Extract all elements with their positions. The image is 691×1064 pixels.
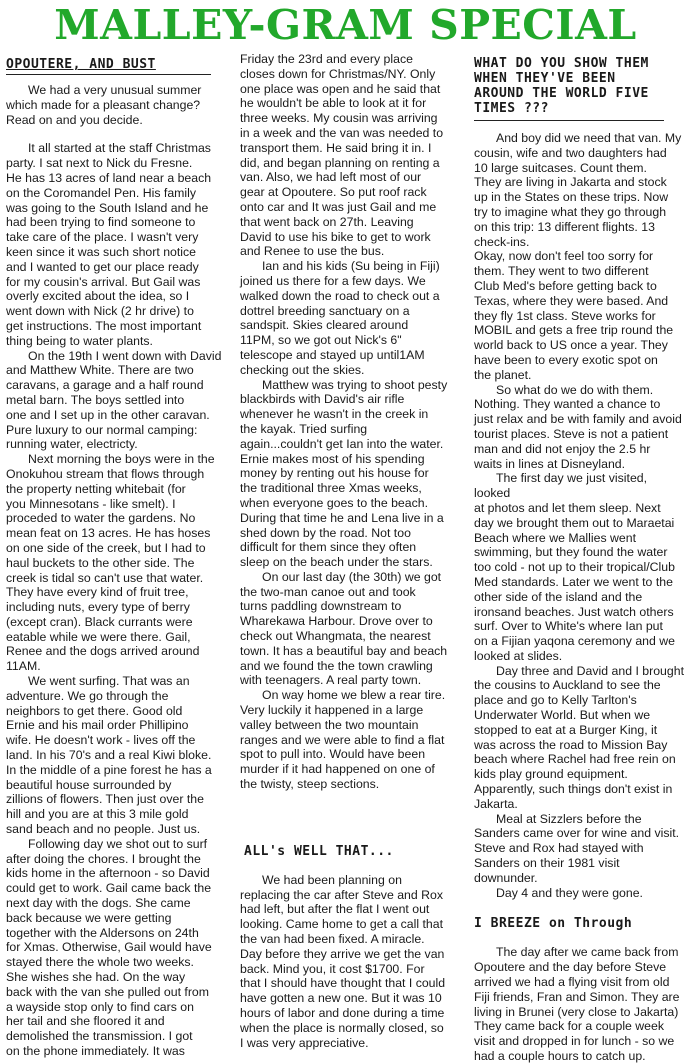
text-line: arrived we had a flying visit from old bbox=[474, 975, 670, 990]
text-line: he wouldn't be able to look at it for bbox=[240, 96, 427, 111]
text-line: David to use his bike to get to work bbox=[240, 229, 431, 244]
text-line: and I wanted to get our place ready bbox=[6, 259, 199, 274]
text-line: have been to every exotic spot on bbox=[474, 352, 658, 367]
text-line: up in the States on these trips. Now bbox=[474, 190, 669, 205]
text-line: looked at slides. bbox=[474, 648, 563, 663]
text-line: Sanders came over for wine and visit. bbox=[474, 826, 680, 841]
text-line: valley between the two mountain bbox=[240, 717, 419, 732]
text-line: demolished the transmission. I got bbox=[6, 1029, 193, 1044]
article-title-line: WHEN THEY'VE BEEN bbox=[474, 71, 616, 86]
text-line: In the middle of a pine forest he has a bbox=[6, 762, 212, 777]
text-line: Wharekawa Harbour. Drove over to bbox=[240, 614, 433, 629]
text-line: the two-man canoe out and took bbox=[240, 584, 416, 599]
text-line: joined us there for a few days. We bbox=[240, 273, 426, 288]
text-line: She wishes she had. On the way bbox=[6, 970, 186, 985]
text-line: and we found the the town crawling bbox=[240, 658, 433, 673]
text-line: Jakarta. bbox=[474, 796, 518, 811]
text-line: Renee and the dogs arrived around bbox=[6, 644, 200, 659]
text-line: downunder. bbox=[474, 870, 538, 885]
text-line: I was very appreciative. bbox=[240, 1035, 369, 1050]
text-line: which made for a pleasant change? bbox=[6, 97, 201, 112]
text-line: that went back on 27th. Leaving bbox=[240, 214, 414, 229]
text-line: eatable while we were there. Gail, bbox=[6, 629, 191, 644]
text-line: Club Med's before getting back to bbox=[474, 278, 657, 293]
text-line: transport them. He said bring it in. I bbox=[240, 140, 432, 155]
text-line: town. It has a beautiful bay and beach bbox=[240, 643, 448, 658]
text-line: blackbirds with David's air rifle bbox=[240, 392, 405, 407]
text-line: Fiji friends, Fran and Simon. They are bbox=[474, 989, 680, 1004]
text-line: that I should have thought that I could bbox=[240, 976, 446, 991]
text-line: when the place is normally closed, so bbox=[240, 1020, 444, 1035]
text-line: at photos and let them sleep. Next bbox=[474, 500, 661, 515]
text-line: shed down by the road. Not too bbox=[240, 525, 411, 540]
text-line: tourist places. Steve is not a patient bbox=[474, 426, 669, 441]
text-line: walked down the road to check out a bbox=[240, 288, 440, 303]
text-line: kids play ground equipment. bbox=[474, 767, 628, 782]
text-line: Texas, where they were based. And bbox=[474, 293, 669, 308]
text-line: on one side of the creek, but I had to bbox=[6, 540, 206, 555]
text-line: party. I sat next to Nick du Fresne. bbox=[6, 156, 193, 171]
text-line: on a Fijian yaqona ceremony and we bbox=[474, 634, 675, 649]
text-line: one place was open and he said that bbox=[240, 81, 441, 96]
text-line: The day after we came back from bbox=[496, 945, 679, 960]
text-line: other side of the island and the bbox=[474, 589, 643, 604]
text-line: beautiful house surrounded by bbox=[6, 777, 172, 792]
text-line: adventure. We go through the bbox=[6, 688, 169, 703]
text-line: her tail and she floored it and bbox=[6, 1014, 165, 1029]
text-line: Pure luxury to our normal camping: bbox=[6, 422, 198, 437]
text-line: just relax and be with family and avoid bbox=[474, 412, 682, 427]
text-line: one and I set up in the other caravan. bbox=[6, 407, 210, 422]
text-line: On way home we blew a rear tire. bbox=[262, 688, 446, 703]
text-line: man and did not enjoy the 2.5 hr bbox=[474, 441, 651, 456]
text-line: and Renee to use the bus. bbox=[240, 244, 385, 259]
text-line: caravans, a garage and a half round bbox=[6, 378, 204, 393]
text-line: again...couldn't get Ian into the water. bbox=[240, 436, 444, 451]
text-line: proceded to water the gardens. No bbox=[6, 511, 196, 526]
text-line: gear at Opoutere. So put roof rack bbox=[240, 185, 427, 200]
text-line: back with the van she pulled out from bbox=[6, 984, 210, 999]
text-line: They are living in Jakarta and stock bbox=[474, 175, 667, 190]
text-line: Onokuhou stream that flows through bbox=[6, 466, 205, 481]
text-line: We had a very unusual summer bbox=[28, 83, 202, 97]
column-3 bbox=[474, 52, 686, 1064]
article-title-line: AROUND THE WORLD FIVE bbox=[474, 86, 649, 101]
text-line: hours of labor and done during a time bbox=[240, 1006, 445, 1021]
text-line: 11AM. bbox=[6, 659, 41, 674]
text-line: three weeks. My cousin was arriving bbox=[240, 111, 438, 126]
text-line: cousin, wife and two daughters had bbox=[474, 145, 667, 160]
text-line: On our last day (the 30th) we got bbox=[262, 569, 442, 584]
text-line: During that time he and Lena live in a bbox=[240, 510, 444, 525]
text-line: the twisty, steep sections. bbox=[240, 777, 380, 792]
text-line: ironsand beaches. Just watch others bbox=[474, 604, 674, 619]
text-line: Nothing. They wanted a chance to bbox=[474, 397, 661, 412]
article-title-opoutere: OPOUTERE, AND BUST bbox=[6, 57, 156, 72]
text-line: beach where Rachel had free rein on bbox=[474, 752, 676, 767]
text-line: checking out the skies. bbox=[240, 362, 365, 377]
text-line: keen since it was such short notice bbox=[6, 244, 197, 259]
text-line: Next morning the boys were in the bbox=[28, 452, 215, 467]
title-rule bbox=[474, 120, 664, 121]
text-line: check out Whangmata, the nearest bbox=[240, 629, 431, 644]
text-line: sleep on the beach under the stars. bbox=[240, 555, 433, 570]
text-line: van. Also, we had left most of our bbox=[240, 170, 422, 185]
text-line: too cold - not up to their tropical/Club bbox=[474, 560, 675, 575]
text-line: Friday the 23rd and every place bbox=[240, 52, 413, 66]
text-line: have gotten a new one. But it was 10 bbox=[240, 991, 442, 1006]
text-line: visit and dropped in for lunch - so we bbox=[474, 1034, 675, 1049]
text-line: haul buckets to the other side. The bbox=[6, 555, 195, 570]
text-line: Sanders on their 1981 visit bbox=[474, 856, 620, 871]
text-line: on the Coromandel Pen. His family bbox=[6, 185, 197, 200]
text-line: 11PM, so we got out Nick's 6" bbox=[240, 333, 402, 348]
text-line: back. Mind you, it cost $1700. For bbox=[240, 961, 425, 976]
text-line: after doing the chores. I brought the bbox=[6, 851, 201, 866]
text-line: Beach where we Mallies went bbox=[474, 530, 636, 545]
text-line: swimming, but they found the water bbox=[474, 545, 668, 560]
text-line: sand beach and no people. Just us. bbox=[6, 822, 201, 837]
text-line: waits in lines at Disneyland. bbox=[474, 456, 626, 471]
text-line: He has 13 acres of land near a beach bbox=[6, 170, 212, 185]
text-line: get instructions. The most important bbox=[6, 318, 202, 333]
text-line: the traditional three Xmas weeks, bbox=[240, 481, 422, 496]
text-line: wife. He doesn't work - lives off the bbox=[6, 733, 196, 748]
text-line: Following day we shot out to surf bbox=[28, 836, 208, 851]
text-line: the kayak. Tried surfing bbox=[240, 421, 368, 436]
column-2 bbox=[240, 52, 460, 1050]
text-line: neighbors to get there. Good old bbox=[6, 703, 183, 718]
text-line: the cousins to Auckland to see the bbox=[474, 678, 661, 693]
text-line: stayed there the whole two weeks. bbox=[6, 955, 194, 970]
text-line: telescope and stayed up until1AM bbox=[240, 347, 425, 362]
text-line: whenever he wasn't in the creek in bbox=[240, 407, 429, 422]
text-line: closes down for Christmas/NY. Only bbox=[240, 66, 436, 81]
text-line: they fly 1st class. Steve works for bbox=[474, 308, 656, 323]
text-line: Day before they arrive we get the van bbox=[240, 946, 445, 961]
text-line: for Xmas. Otherwise, Gail would have bbox=[6, 940, 212, 955]
text-line: did, and began planning on renting a bbox=[240, 155, 440, 170]
text-line: Meal at Sizzlers before the bbox=[496, 811, 642, 826]
text-line: stopped to eat at a Burger King, it bbox=[474, 722, 658, 737]
text-line: 10 large suitcases. Count them. bbox=[474, 160, 647, 175]
text-line: They have every kind of fruit tree, bbox=[6, 585, 189, 600]
text-line: on this trip: 13 different flights. 13 bbox=[474, 219, 655, 234]
text-line: spot to pull into. Would have been bbox=[240, 747, 426, 762]
text-line: hill and you are at this 3 mile gold bbox=[6, 807, 189, 822]
text-line: next day with the dogs. She came bbox=[6, 896, 191, 911]
text-line: dottrel breeding sanctuary on a bbox=[240, 303, 410, 318]
text-line: with teenagers. A real party town. bbox=[240, 673, 422, 688]
text-line: Day 4 and they were gone. bbox=[496, 885, 643, 900]
text-line: for my cousin's arrival. But Gail was bbox=[6, 274, 201, 289]
text-line: zillions of flowers. Then just over the bbox=[6, 792, 204, 807]
text-line: So what do we do with them. bbox=[496, 382, 654, 397]
text-line: back because we were getting bbox=[6, 910, 172, 925]
text-line: take care of the place. I wasn't very bbox=[6, 230, 199, 245]
column-1 bbox=[6, 52, 228, 1058]
title-rule bbox=[6, 74, 211, 75]
text-line: land. In his 70's and a real Kiwi bloke. bbox=[6, 748, 212, 763]
text-line: a wayside stop only to find cars on bbox=[6, 999, 194, 1014]
newsletter-banner-title: MALLEY-GRAM SPECIAL bbox=[54, 1, 637, 49]
text-line: running water, electricty. bbox=[6, 437, 138, 452]
text-line: Ernie and his mail order Phillipino bbox=[6, 718, 189, 733]
text-line: the van had been fixed. A miracle. bbox=[240, 932, 425, 947]
text-line: place and go to Kelly Tarlton's bbox=[474, 693, 637, 708]
text-line: On the 19th I went down with David bbox=[28, 348, 222, 363]
article-title-line: TIMES ??? bbox=[474, 101, 549, 116]
text-line: We had been planning on bbox=[262, 872, 402, 887]
article-title-line: WHAT DO YOU SHOW THEM bbox=[474, 56, 649, 71]
text-line: Apparently, such things don't exist in bbox=[474, 782, 673, 797]
text-line: had left, but after the flat I went out bbox=[240, 902, 430, 917]
text-line: day we brought them out to Maraetai bbox=[474, 515, 675, 530]
text-line: try to imagine what they go through bbox=[474, 204, 667, 219]
text-line: including nuts, every type of berry bbox=[6, 600, 190, 615]
text-line: Okay, now don't feel too sorry for bbox=[474, 249, 654, 264]
text-line: in a week and the van was needed to bbox=[240, 125, 444, 140]
text-line: when everyone goes to the beach. bbox=[240, 495, 429, 510]
text-line: Ian and his kids (Su being in Fiji) bbox=[262, 259, 440, 274]
text-line: looking. Came home to get a call that bbox=[240, 917, 444, 932]
text-line: Opoutere and the day before Steve bbox=[474, 960, 667, 975]
text-line: Day three and David and I brought bbox=[496, 663, 684, 678]
text-line: and Matthew White. There are two bbox=[6, 363, 194, 378]
text-line: went down with Nick (2 hr drive) to bbox=[6, 304, 194, 319]
text-line: Ernie makes most of his spending bbox=[240, 451, 425, 466]
text-line: And boy did we need that van. My bbox=[496, 131, 682, 145]
text-line: was going to the South Island and he bbox=[6, 200, 209, 215]
text-line: We went surfing. That was an bbox=[28, 674, 190, 689]
text-line: overly excited about the idea, so I bbox=[6, 289, 190, 304]
article-title-alls-well: ALL's WELL THAT... bbox=[244, 843, 394, 859]
text-line: the property netting whitebait (for bbox=[6, 481, 186, 496]
text-line: check-ins. bbox=[474, 234, 530, 249]
text-line: onto car and It was just Gail and me bbox=[240, 199, 437, 214]
text-line: It all started at the staff Christmas bbox=[28, 141, 211, 156]
text-line: had been trying to find someone to bbox=[6, 215, 196, 230]
article-title-breeze: I BREEZE on Through bbox=[474, 916, 633, 932]
text-line: mean feat on 13 acres. He has hoses bbox=[6, 526, 211, 541]
text-line: difficult for them since they often bbox=[240, 540, 417, 555]
text-line: the planet. bbox=[474, 367, 532, 382]
text-line: Very luckily it happened in a large bbox=[240, 703, 424, 718]
text-line: had a couple hours to catch up. bbox=[474, 1049, 646, 1064]
text-line: could get to work. Gail came back the bbox=[6, 881, 212, 896]
text-line: money by renting out his house for bbox=[240, 466, 429, 481]
text-line: creek is tidal so can't use that water. bbox=[6, 570, 204, 585]
text-line: surf. Over to White's where Ian put bbox=[474, 619, 663, 634]
text-line: Med standards. Later we went to the bbox=[474, 574, 673, 589]
text-line: sandspit. Skies cleared around bbox=[240, 318, 409, 333]
text-line: The first day we just visited, looked bbox=[474, 471, 648, 501]
text-line: Matthew was trying to shoot pesty bbox=[262, 377, 448, 392]
text-line: living in Brunei (very close to Jakarta) bbox=[474, 1004, 679, 1019]
text-line: Steve and Rox had stayed with bbox=[474, 841, 644, 856]
text-line: Underwater World. But when we bbox=[474, 708, 651, 723]
text-line: turns paddling downstream to bbox=[240, 599, 402, 614]
text-line: metal barn. The boys settled into bbox=[6, 392, 185, 407]
text-line: was across the road to Mission Bay bbox=[474, 737, 668, 752]
text-line: them. They went to two different bbox=[474, 264, 649, 279]
text-line: thing being to water plants. bbox=[6, 333, 153, 348]
text-line: They came back for a couple week bbox=[474, 1019, 665, 1034]
text-line: kids home in the afternoon - so David bbox=[6, 866, 210, 881]
text-line: (except cran). Black currants were bbox=[6, 614, 193, 629]
text-line: ranges and we were able to find a flat bbox=[240, 732, 445, 747]
text-line: world back to US once a year. They bbox=[474, 338, 668, 353]
text-line: murder if it had happened on one of bbox=[240, 762, 435, 777]
text-line: on the phone immediately. It was bbox=[6, 1044, 185, 1058]
text-line: together with the Aldersons on 24th bbox=[6, 925, 199, 940]
text-line: you Minnesotans - like smelt). I bbox=[6, 496, 176, 511]
text-line: Read on and you decide. bbox=[6, 112, 143, 127]
text-line: replacing the car after Steve and Rox bbox=[240, 887, 444, 902]
text-line: MOBIL and gets a free trip round the bbox=[474, 323, 674, 338]
